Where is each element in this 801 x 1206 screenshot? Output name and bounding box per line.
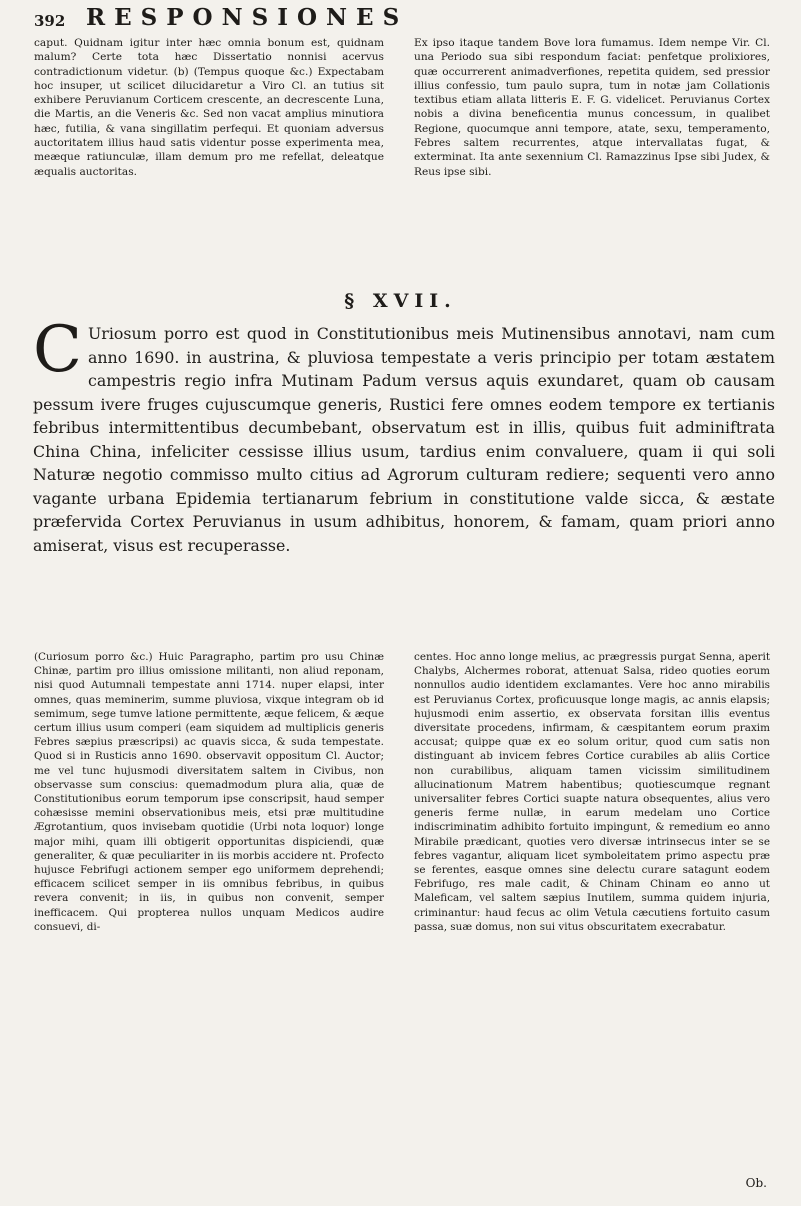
running-head: RESPONSIONES xyxy=(86,4,409,31)
top-left-text: caput. Quidnam igitur inter hæc omnia bonum est, quidnam malum? Certe tota hæc Dissertatio nonnisi acervus contradictionum videtur. (b) (Tempus quoque &c.) Expectabam hoc insuper, ut scilicet dilucidaretur a Viro Cl. an tutius sit exhibere Peruvianum Corticem crescente, an decrescente Luna, die Martis, an die Veneris &c. Sed non vacat amplius minutiora hæc, futilia, & vana singillatim perfequi. Et quoniam adversus auctoritatem illius haud satis videntur posse experimenta mea, meæque ratiunculæ, illam demum pro me refellat, deleatque æqualis auctoritas. xyxy=(34,37,384,178)
page-header xyxy=(34,4,771,34)
bottom-right-column xyxy=(414,650,770,934)
top-right-text: Ex ipso itaque tandem Bove lora fumamus. Idem nempe Vir. Cl. una Periodo sua sibi respondum faciat: penfetque prolixiores, quæ occurrerent animadverfiones, repetita quidem, sed pressior illius confessio, tum paulo supra, tum in notæ jam Collationis textibus etiam allata litteris E. F. G. videlicet. Peruvianus Cortex nobis a divina beneficentia munus concessum, in qualibet Regione, quocumque anni tempore, atate, sexu, temperamento, Febres saltem recurrentes, atque intervallatas fugat, & exterminat. Ita ante sexennium Cl. Ramazzinus Ipse sibi Judex, & Reus ipse sibi. xyxy=(414,37,770,178)
bottom-left-text: (Curiosum porro &c.) Huic Paragrapho, partim pro usu Chinæ Chinæ, partim pro illius omissione militanti, non aliud reponam, nisi quod Autumnali tempestate anni 1714. nuper elapsi, inter omnes, quas meminerim, summe pluviosa, vixque integram ob id semimum, sege tumve latione permittente, æque felicem, & æque certum illius usum comperi (eam siquidem ad multiplicis generis Febres sæpius præscripsi) ac quavis sicca, & suda tempestate. Quod si in Rusticis anno 1690. observavit oppositum Cl. Auctor; me vel tunc hujusmodi diversitatem saltem in Civibus, non observasse sum conscius: quemadmodum plura alia, quæ de Constitutionibus eorum temporum ipse conscripsit, haud semper cohæsisse memini observationibus meis, etsi præ multitudine Ægrotantium, quos invisebam quotidie (Urbi nota loquor) longe major mihi, quam illi obtigerit opportunitas dispiciendi, quæ generaliter, & quæ peculiariter in iis morbis accidere nt. Profecto hujusce Febrifugi actionem semper ego uniformem deprehendi; efficacem scilicet semper in iis omnibus febribus, in quibus revera convenit; in iis, in quibus non convenit, semper inefficacem. Qui propterea nullos unquam Medicos audire consuevi, di- xyxy=(34,651,384,933)
top-left-column xyxy=(34,36,384,179)
top-right-column xyxy=(414,36,770,179)
page-number: 392 xyxy=(34,12,66,30)
section-heading: § XVII. xyxy=(344,290,457,312)
main-paragraph xyxy=(33,313,775,557)
bottom-right-text: centes. Hoc anno longe melius, ac prægressis purgat Senna, aperit Chalybs, Alchermes roborat, attenuat Salsa, rideo quoties eorum nonnullos audio identidem exclamantes. Vere hoc anno mirabilis est Peruvianus Cortex, proficuusque longe magis, ac annis elapsis; hujusmodi enim assertio, ex observata forsitan illis eventus diversitate procedens, infirmam, & cæspitantem eorum praxim accusat; quippe quæ ex eo solum oritur, quod cum satis non distinguant ab invicem febres Cortice curabiles ab aliis Cortice non curabilibus, aliquam tamen vicissim similitudinem allucinationum Matrem habentibus; quotiescumque regnant universaliter febres Cortici suapte natura obsequentes, alius vero generis ferme nullæ, in earum medelam uno Cortice indiscriminatim adhibito fortuito impingunt, & remedium eo anno Mirabile prædicant, quoties vero diversæ intrinsecus inter se se febres vagantur, aliquam licet symboleitatem primo aspectu præ se ferentes, easque omnes sine delectu curare satagunt eodem Febrifugo, res male cadit, & Chinam Chinam eo anno ut Maleficam, vel saltem sæpius Inutilem, summa quidem injuria, criminantur: haud fecus ac olim Vetula cæcutiens fortuito casum passa, suæ domus, non sui vitus obscuritatem execrabatur. xyxy=(414,651,770,933)
drop-cap: C xyxy=(33,313,82,387)
catch-word: Ob. xyxy=(745,1176,767,1190)
bottom-left-column xyxy=(34,650,384,934)
main-text: Uriosum porro est quod in Constitutionibus meis Mutinensibus annotavi, nam cum anno 1690. in austrina, & pluviosa tempestate a veris principio per totam æstatem campestris regio infra Mutinam Padum versus aquis exundaret, quam ob causam pessum ivere fruges cujuscumque generis, Rustici fere omnes eodem tempore ex tertianis febribus intermittentibus decumbebant, observatum est in illis, quibus fuit adminiftrata China China, infeliciter cessisse illius usum, tardius enim convaluere, quam ii qui soli Naturæ negotio commisso multo citius ad Agrorum culturam rediere; sequenti vero anno vagante urbana Epidemia tertianarum febrium in constitutione valde sicca, & æstate præfervida Cortex Peruvianus in usum adhibitus, honorem, & famam, quam priori anno amiserat, visus est recuperasse. xyxy=(33,324,775,555)
